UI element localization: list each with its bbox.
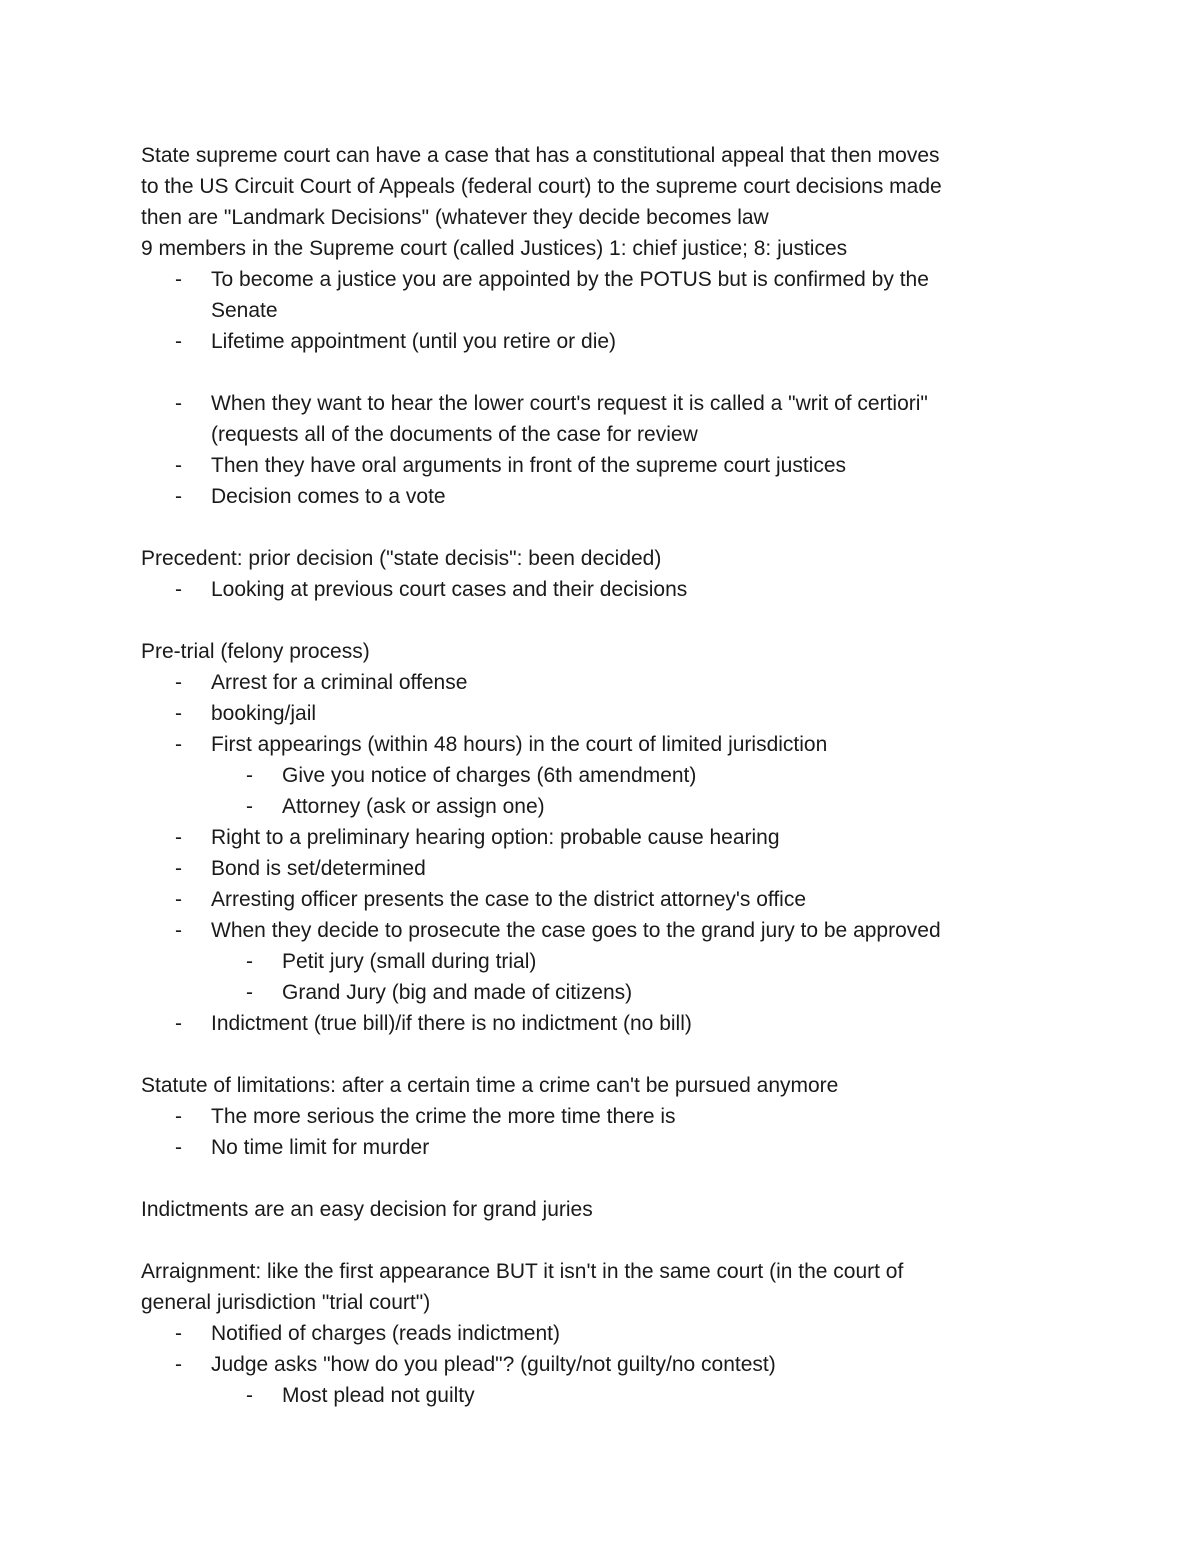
paragraph-line: State supreme court can have a case that has a constitutional appeal that then moves xyxy=(141,144,940,167)
list-item-text: Bond is set/determined xyxy=(211,857,426,880)
bullet-dash: - xyxy=(246,950,253,973)
list-item xyxy=(141,574,1050,605)
list-item-text: Indictment (true bill)/if there is no indictment (no bill) xyxy=(211,1012,692,1035)
list-item xyxy=(141,667,1050,698)
list-item-text: (requests all of the documents of the case for review xyxy=(211,423,698,446)
bullet-dash: - xyxy=(175,857,182,880)
blank-line xyxy=(141,1225,1050,1256)
bullet-dash: - xyxy=(175,1353,182,1376)
list-item-continuation xyxy=(141,295,1050,326)
bullet-dash: - xyxy=(175,454,182,477)
sub-list-item xyxy=(141,760,1050,791)
bullet-dash: - xyxy=(175,733,182,756)
paragraph-line: Statute of limitations: after a certain time a crime can't be pursued anymore xyxy=(141,1074,839,1097)
list-item-text: Judge asks "how do you plead"? (guilty/not guilty/no contest) xyxy=(211,1353,776,1376)
blank-line xyxy=(141,357,1050,388)
blank-line xyxy=(141,1163,1050,1194)
list-item-text: Arresting officer presents the case to the district attorney's office xyxy=(211,888,807,911)
bullet-dash: - xyxy=(175,919,182,942)
list-item xyxy=(141,853,1050,884)
bullet-dash: - xyxy=(175,330,182,353)
blank-line xyxy=(141,512,1050,543)
list-item xyxy=(141,884,1050,915)
paragraph-line: 9 members in the Supreme court (called Justices) 1: chief justice; 8: justices xyxy=(141,237,848,260)
list-item xyxy=(141,1349,1050,1380)
list-item-text: When they want to hear the lower court's request it is called a "writ of certiori" xyxy=(211,392,928,415)
paragraph-line: then are "Landmark Decisions" (whatever they decide becomes law xyxy=(141,206,769,229)
list-item-text: The more serious the crime the more time there is xyxy=(211,1105,676,1128)
bullet-dash: - xyxy=(175,1012,182,1035)
list-item-text: booking/jail xyxy=(211,702,317,725)
list-item xyxy=(141,915,1050,946)
list-item-text: Notified of charges (reads indictment) xyxy=(211,1322,560,1345)
list-item-text: Decision comes to a vote xyxy=(211,485,446,508)
bullet-dash: - xyxy=(175,702,182,725)
list-item xyxy=(141,326,1050,357)
bullet-dash: - xyxy=(175,888,182,911)
list-item xyxy=(141,264,1050,295)
bullet-dash: - xyxy=(175,485,182,508)
list-item xyxy=(141,1008,1050,1039)
paragraph-line: Pre-trial (felony process) xyxy=(141,640,370,663)
list-item-text: Right to a preliminary hearing option: probable cause hearing xyxy=(211,826,780,849)
list-item-text: Arrest for a criminal offense xyxy=(211,671,468,694)
bullet-dash: - xyxy=(246,1384,253,1407)
paragraph-line: Indictments are an easy decision for grand juries xyxy=(141,1198,593,1221)
blank-line xyxy=(141,1039,1050,1070)
list-item xyxy=(141,822,1050,853)
sub-list-item xyxy=(141,1380,1050,1411)
list-item xyxy=(141,1318,1050,1349)
bullet-dash: - xyxy=(175,1105,182,1128)
bullet-dash: - xyxy=(246,764,253,787)
sub-list-item xyxy=(141,977,1050,1008)
bullet-dash: - xyxy=(175,268,182,291)
bullet-dash: - xyxy=(175,392,182,415)
list-item-text: Lifetime appointment (until you retire or die) xyxy=(211,330,617,353)
paragraph-line: general jurisdiction "trial court") xyxy=(141,1291,431,1314)
paragraph-line: Precedent: prior decision ("state decisis": been decided) xyxy=(141,547,662,570)
list-item xyxy=(141,1101,1050,1132)
bullet-dash: - xyxy=(175,1322,182,1345)
list-item xyxy=(141,698,1050,729)
bullet-dash: - xyxy=(246,795,253,818)
list-item-text: Petit jury (small during trial) xyxy=(282,950,537,973)
list-item xyxy=(141,388,1050,419)
list-item-text: Senate xyxy=(211,299,278,322)
list-item-text: Attorney (ask or assign one) xyxy=(282,795,545,818)
list-item xyxy=(141,481,1050,512)
list-item-text: Give you notice of charges (6th amendment) xyxy=(282,764,697,787)
list-item xyxy=(141,1132,1050,1163)
bullet-dash: - xyxy=(175,671,182,694)
paragraph-line: Arraignment: like the first appearance BUT it isn't in the same court (in the court of xyxy=(141,1260,904,1283)
list-item-text: To become a justice you are appointed by the POTUS but is confirmed by the xyxy=(211,268,929,291)
list-item-text: No time limit for murder xyxy=(211,1136,430,1159)
bullet-dash: - xyxy=(175,1136,182,1159)
list-item-text: Then they have oral arguments in front of the supreme court justices xyxy=(211,454,846,477)
sub-list-item xyxy=(141,946,1050,977)
list-item-continuation xyxy=(141,419,1050,450)
sub-list-item xyxy=(141,791,1050,822)
paragraph-line: to the US Circuit Court of Appeals (federal court) to the supreme court decisions made xyxy=(141,175,942,198)
blank-line xyxy=(141,605,1050,636)
list-item xyxy=(141,450,1050,481)
list-item xyxy=(141,729,1050,760)
bullet-dash: - xyxy=(175,826,182,849)
list-item-text: Grand Jury (big and made of citizens) xyxy=(282,981,633,1004)
bullet-dash: - xyxy=(175,578,182,601)
bullet-dash: - xyxy=(246,981,253,1004)
list-item-text: Most plead not guilty xyxy=(282,1384,475,1407)
list-item-text: When they decide to prosecute the case goes to the grand jury to be approved xyxy=(211,919,941,942)
list-item-text: Looking at previous court cases and their decisions xyxy=(211,578,688,601)
list-item-text: First appearings (within 48 hours) in the court of limited jurisdiction xyxy=(211,733,828,756)
